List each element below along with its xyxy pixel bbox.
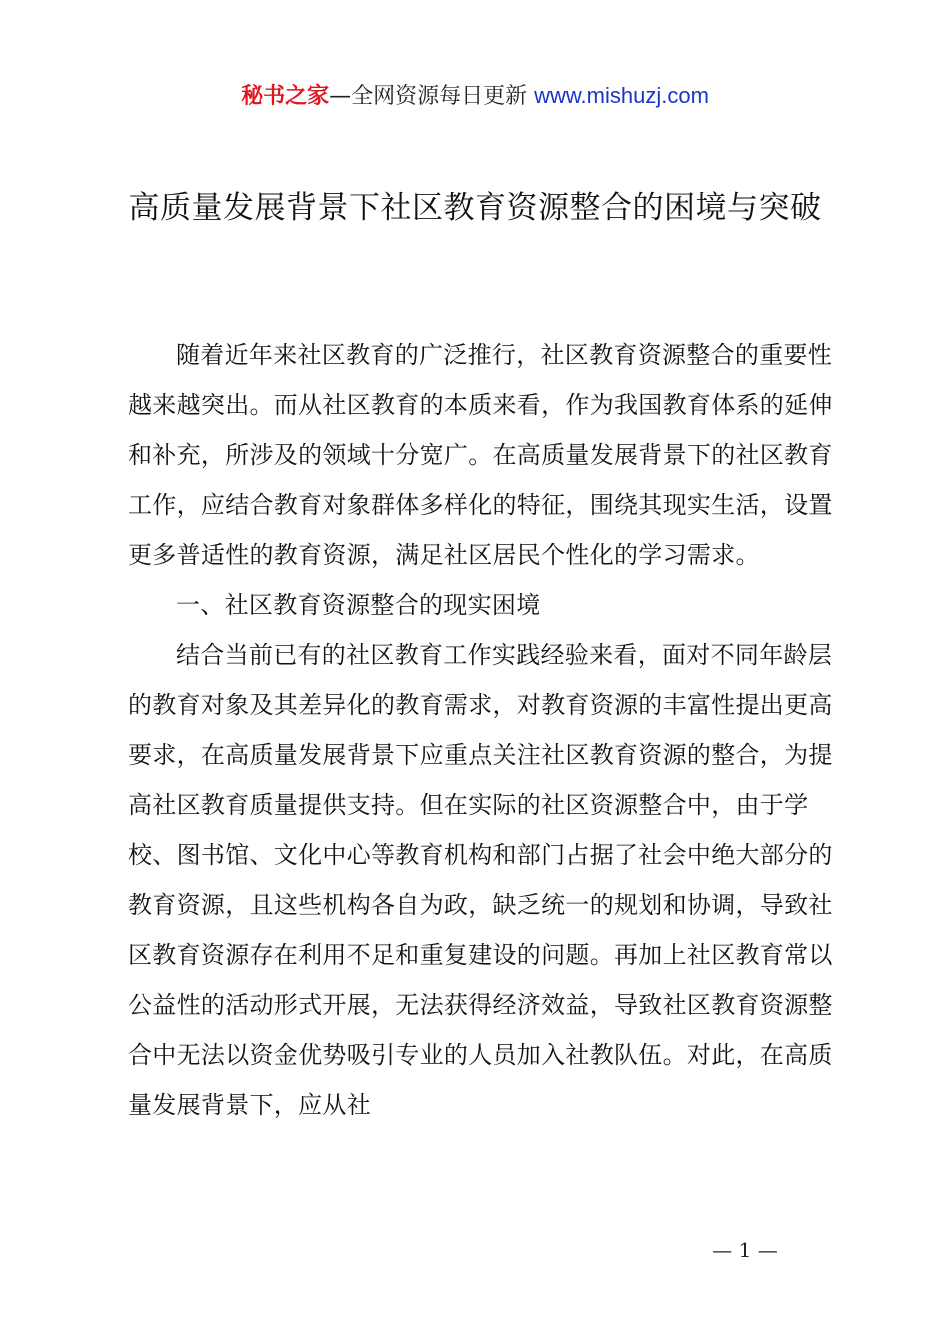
- paragraph-intro: 随着近年来社区教育的广泛推行，社区教育资源整合的重要性越来越突出。而从社区教育的本质来看，作为我国教育体系的延伸和补充，所涉及的领域十分宽广。在高质量发展背景下的社区教育工作，应结合教育对象群体多样化的特征，围绕其现实生活，设置更多普适性的教育资源，满足社区居民个性化的学习需求。: [128, 341, 833, 569]
- header-tagline: —全网资源每日更新: [329, 84, 535, 109]
- site-header: [0, 78, 950, 115]
- brand-name: 秘书之家: [241, 84, 330, 109]
- page-number: — 1 —: [712, 1238, 778, 1262]
- document-title: 高质量发展背景下社区教育资源整合的困境与突破: [128, 190, 822, 226]
- document-body: [128, 330, 834, 1130]
- paragraph-body: 结合当前已有的社区教育工作实践经验来看，面对不同年龄层的教育对象及其差异化的教育需求，对教育资源的丰富性提出更高要求，在高质量发展背景下应重点关注社区教育资源的整合，为提高社区教育质量提供支持。但在实际的社区资源整合中，由于学校、图书馆、文化中心等教育机构和部门占据了社会中绝大部分的教育资源，且这些机构各自为政，缺乏统一的规划和协调，导致社区教育资源存在利用不足和重复建设的问题。再加上社区教育常以公益性的活动形式开展，无法获得经济效益，导致社区教育资源整合中无法以资金优势吸引专业的人员加入社教队伍。对此，在高质量发展背景下，应从社: [128, 641, 833, 1119]
- site-url-link[interactable]: www.mishuzj.com: [534, 83, 709, 108]
- section-heading: 一、社区教育资源整合的现实困境: [176, 591, 541, 619]
